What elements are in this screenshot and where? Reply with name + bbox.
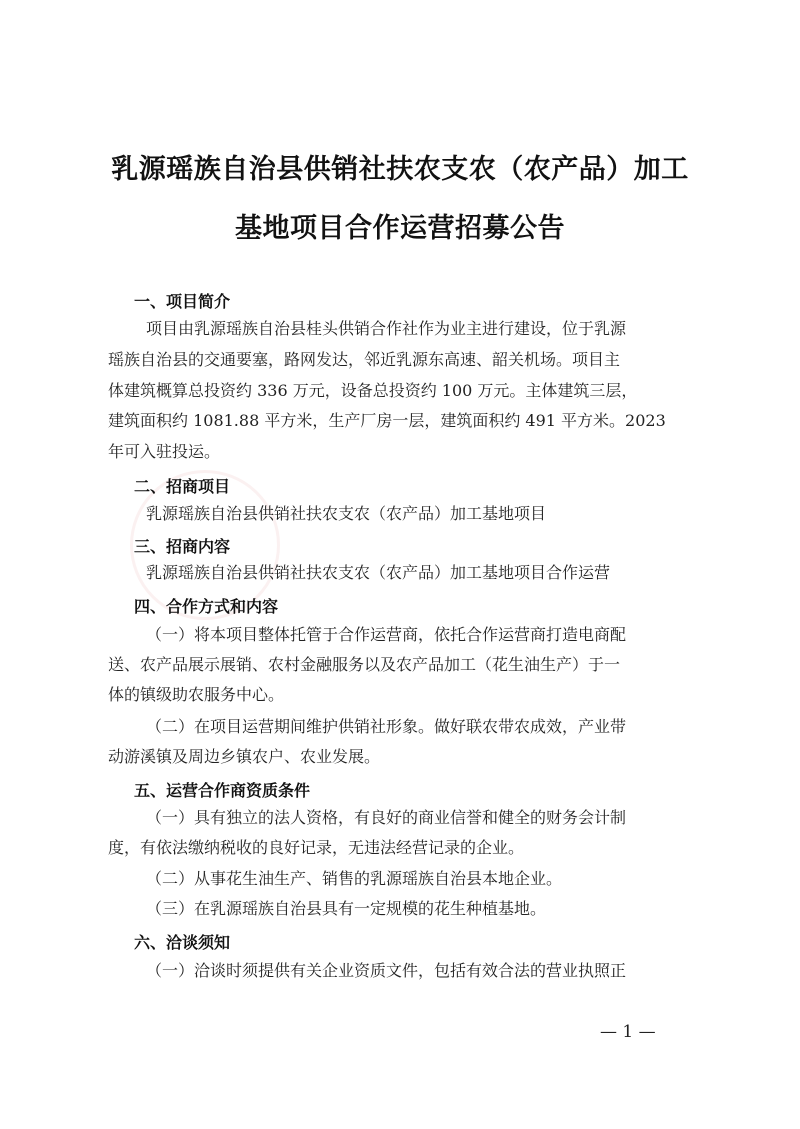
section-heading-project-intro: 一、项目简介 — [134, 292, 231, 311]
paragraph-line: 瑶族自治县的交通要塞，路网发达，邻近乳源东高速、韶关机场。项目主 — [108, 350, 621, 369]
section-heading-investment-project: 二、招商项目 — [134, 477, 231, 496]
section-heading-qualifications: 五、运营合作商资质条件 — [134, 781, 311, 800]
document-title-line-2: 基地项目合作运营招募公告 — [235, 213, 565, 244]
section-heading-cooperation-method: 四、合作方式和内容 — [134, 597, 279, 616]
paragraph-line: （一）将本项目整体托管于合作运营商，依托合作运营商打造电商配 — [146, 625, 627, 644]
page-number: — 1 — — [600, 1022, 656, 1042]
paragraph-line: 乳源瑶族自治县供销社扶农支农（农产品）加工基地项目合作运营 — [146, 563, 611, 582]
paragraph-line: 度，有依法缴纳税收的良好记录，无违法经营记录的企业。 — [108, 838, 525, 857]
paragraph-line: 体的镇级助农服务中心。 — [108, 685, 285, 704]
paragraph-line: （一）洽谈时须提供有关企业资质文件，包括有效合法的营业执照正 — [146, 961, 627, 980]
paragraph-line: 建筑面积约 1081.88 平方米，生产厂房一层，建筑面积约 491 平方米。2023 — [108, 411, 666, 430]
paragraph-line: 年可入驻投运。 — [108, 442, 221, 461]
paragraph-line: 项目由乳源瑶族自治县桂头供销合作社作为业主进行建设，位于乳源 — [146, 319, 627, 338]
paragraph-line: 送、农产品展示展销、农村金融服务以及农产品加工（花生油生产）于一 — [108, 655, 621, 674]
paragraph-line: 动游溪镇及周边乡镇农户、农业发展。 — [108, 747, 381, 766]
paragraph-line: （一）具有独立的法人资格，有良好的商业信誉和健全的财务会计制 — [146, 808, 627, 827]
paragraph-line: （二）从事花生油生产、销售的乳源瑶族自治县本地企业。 — [146, 869, 563, 888]
paragraph-line: 体建筑概算总投资约 336 万元，设备总投资约 100 万元。主体建筑三层， — [108, 381, 638, 400]
paragraph-line: 乳源瑶族自治县供销社扶农支农（农产品）加工基地项目 — [146, 504, 547, 523]
section-heading-investment-content: 三、招商内容 — [134, 537, 231, 556]
paragraph-line: （三）在乳源瑶族自治县具有一定规模的花生种植基地。 — [146, 899, 547, 918]
paragraph-line: （二）在项目运营期间维护供销社形象。做好联农带农成效，产业带 — [146, 717, 627, 736]
document-title-line-1: 乳源瑶族自治县供销社扶农支农（农产品）加工 — [111, 154, 689, 185]
section-heading-negotiation-notes: 六、洽谈须知 — [134, 933, 231, 952]
